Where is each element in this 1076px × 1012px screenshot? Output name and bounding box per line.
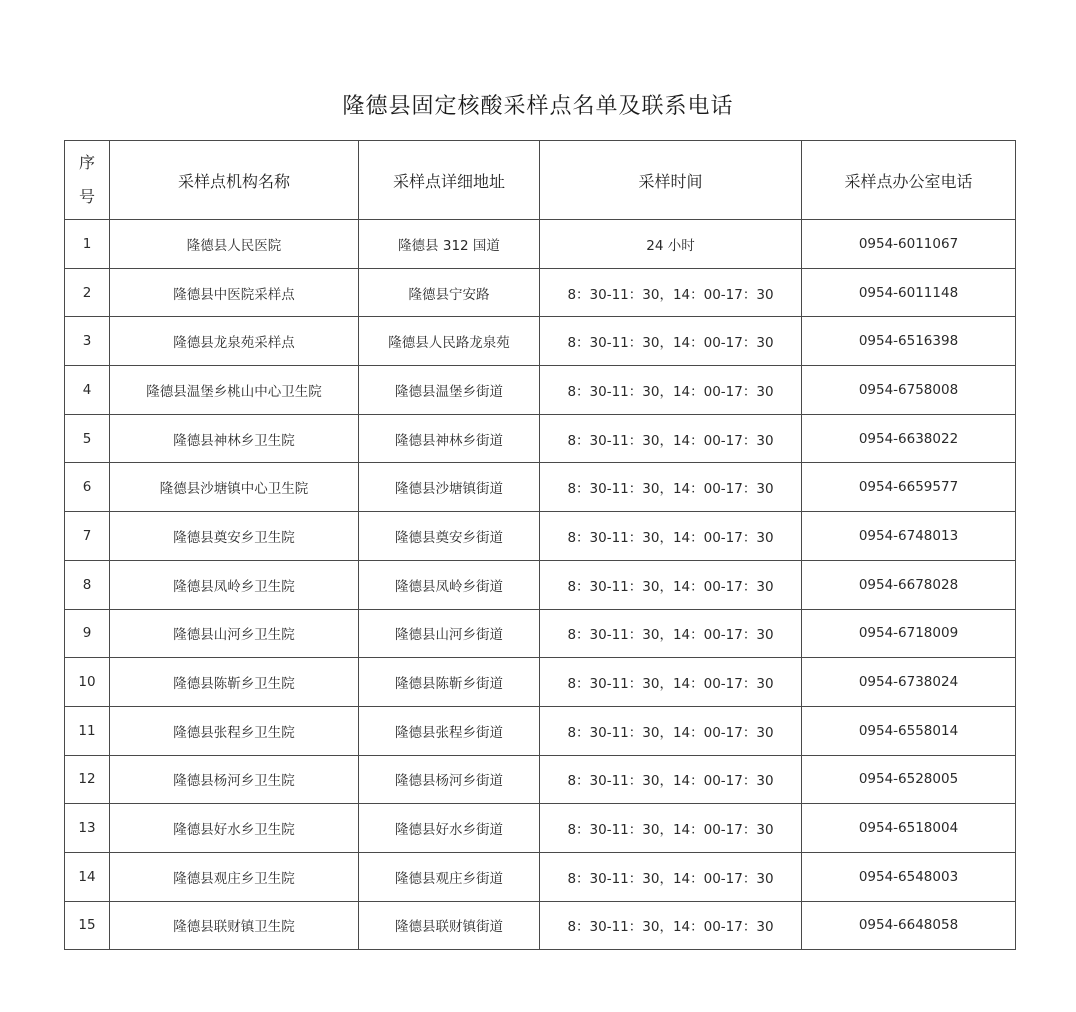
- cell-time: 8：30-11：30，14：00-17：30: [540, 366, 802, 415]
- table-row: [65, 755, 1016, 804]
- cell-phone: 0954-6548003: [802, 852, 1016, 901]
- cell-time: 8：30-11：30，14：00-17：30: [540, 609, 802, 658]
- cell-seq: 13: [65, 804, 110, 853]
- cell-name: 隆德县神林乡卫生院: [110, 414, 359, 463]
- table-row: [65, 852, 1016, 901]
- cell-address: 隆德县好水乡街道: [359, 804, 540, 853]
- cell-name: 隆德县沙塘镇中心卫生院: [110, 463, 359, 512]
- cell-phone: 0954-6678028: [802, 560, 1016, 609]
- table-header-row: [65, 141, 1016, 220]
- cell-name: 隆德县好水乡卫生院: [110, 804, 359, 853]
- cell-name: 隆德县凤岭乡卫生院: [110, 560, 359, 609]
- cell-address: 隆德县沙塘镇街道: [359, 463, 540, 512]
- header-seq-line1: 序: [78, 153, 95, 172]
- cell-name: 隆德县奠安乡卫生院: [110, 512, 359, 561]
- cell-time: 24 小时: [540, 220, 802, 269]
- table-row: [65, 220, 1016, 269]
- cell-phone: 0954-6011067: [802, 220, 1016, 269]
- table-row: [65, 366, 1016, 415]
- cell-address: 隆德县宁安路: [359, 268, 540, 317]
- table-row: [65, 414, 1016, 463]
- cell-phone: 0954-6638022: [802, 414, 1016, 463]
- cell-phone: 0954-6648058: [802, 901, 1016, 950]
- cell-address: 隆德县神林乡街道: [359, 414, 540, 463]
- cell-phone: 0954-6516398: [802, 317, 1016, 366]
- cell-name: 隆德县陈靳乡卫生院: [110, 658, 359, 707]
- cell-seq: 4: [65, 366, 110, 415]
- cell-name: 隆德县中医院采样点: [110, 268, 359, 317]
- cell-seq: 15: [65, 901, 110, 950]
- cell-time: 8：30-11：30，14：00-17：30: [540, 317, 802, 366]
- cell-phone: 0954-6748013: [802, 512, 1016, 561]
- cell-address: 隆德县温堡乡街道: [359, 366, 540, 415]
- table-row: [65, 658, 1016, 707]
- header-name: 采样点机构名称: [110, 141, 359, 220]
- sampling-sites-table: [64, 140, 1016, 950]
- table-row: [65, 317, 1016, 366]
- table-row: [65, 512, 1016, 561]
- cell-phone: 0954-6528005: [802, 755, 1016, 804]
- cell-time: 8：30-11：30，14：00-17：30: [540, 901, 802, 950]
- cell-seq: 1: [65, 220, 110, 269]
- cell-address: 隆德县张程乡街道: [359, 706, 540, 755]
- cell-name: 隆德县联财镇卫生院: [110, 901, 359, 950]
- cell-seq: 7: [65, 512, 110, 561]
- cell-time: 8：30-11：30，14：00-17：30: [540, 560, 802, 609]
- cell-seq: 10: [65, 658, 110, 707]
- cell-time: 8：30-11：30，14：00-17：30: [540, 804, 802, 853]
- cell-seq: 14: [65, 852, 110, 901]
- table-row: [65, 706, 1016, 755]
- cell-seq: 3: [65, 317, 110, 366]
- cell-phone: 0954-6718009: [802, 609, 1016, 658]
- header-phone: 采样点办公室电话: [802, 141, 1016, 220]
- cell-address: 隆德县奠安乡街道: [359, 512, 540, 561]
- cell-phone: 0954-6558014: [802, 706, 1016, 755]
- cell-seq: 8: [65, 560, 110, 609]
- cell-name: 隆德县温堡乡桃山中心卫生院: [110, 366, 359, 415]
- table-row: [65, 463, 1016, 512]
- header-time: 采样时间: [540, 141, 802, 220]
- cell-name: 隆德县杨河乡卫生院: [110, 755, 359, 804]
- table-row: [65, 609, 1016, 658]
- cell-name: 隆德县人民医院: [110, 220, 359, 269]
- cell-phone: 0954-6659577: [802, 463, 1016, 512]
- table-row: [65, 804, 1016, 853]
- cell-address: 隆德县杨河乡街道: [359, 755, 540, 804]
- cell-time: 8：30-11：30，14：00-17：30: [540, 512, 802, 561]
- cell-seq: 5: [65, 414, 110, 463]
- header-seq-line2: 号: [78, 187, 95, 206]
- cell-address: 隆德县联财镇街道: [359, 901, 540, 950]
- header-seq: [65, 141, 110, 220]
- cell-time: 8：30-11：30，14：00-17：30: [540, 852, 802, 901]
- cell-name: 隆德县山河乡卫生院: [110, 609, 359, 658]
- cell-address: 隆德县山河乡街道: [359, 609, 540, 658]
- table-row: [65, 901, 1016, 950]
- cell-phone: 0954-6011148: [802, 268, 1016, 317]
- cell-seq: 6: [65, 463, 110, 512]
- cell-address: 隆德县陈靳乡街道: [359, 658, 540, 707]
- cell-address: 隆德县 312 国道: [359, 220, 540, 269]
- cell-address: 隆德县凤岭乡街道: [359, 560, 540, 609]
- cell-seq: 11: [65, 706, 110, 755]
- cell-time: 8：30-11：30，14：00-17：30: [540, 268, 802, 317]
- cell-time: 8：30-11：30，14：00-17：30: [540, 755, 802, 804]
- cell-phone: 0954-6738024: [802, 658, 1016, 707]
- cell-time: 8：30-11：30，14：00-17：30: [540, 414, 802, 463]
- cell-seq: 2: [65, 268, 110, 317]
- cell-time: 8：30-11：30，14：00-17：30: [540, 463, 802, 512]
- cell-time: 8：30-11：30，14：00-17：30: [540, 706, 802, 755]
- table-row: [65, 268, 1016, 317]
- header-address: 采样点详细地址: [359, 141, 540, 220]
- document-title: 隆德县固定核酸采样点名单及联系电话: [342, 94, 734, 119]
- cell-seq: 9: [65, 609, 110, 658]
- cell-name: 隆德县观庄乡卫生院: [110, 852, 359, 901]
- cell-phone: 0954-6518004: [802, 804, 1016, 853]
- cell-name: 隆德县龙泉苑采样点: [110, 317, 359, 366]
- cell-phone: 0954-6758008: [802, 366, 1016, 415]
- table-row: [65, 560, 1016, 609]
- cell-address: 隆德县观庄乡街道: [359, 852, 540, 901]
- cell-seq: 12: [65, 755, 110, 804]
- cell-name: 隆德县张程乡卫生院: [110, 706, 359, 755]
- cell-time: 8：30-11：30，14：00-17：30: [540, 658, 802, 707]
- cell-address: 隆德县人民路龙泉苑: [359, 317, 540, 366]
